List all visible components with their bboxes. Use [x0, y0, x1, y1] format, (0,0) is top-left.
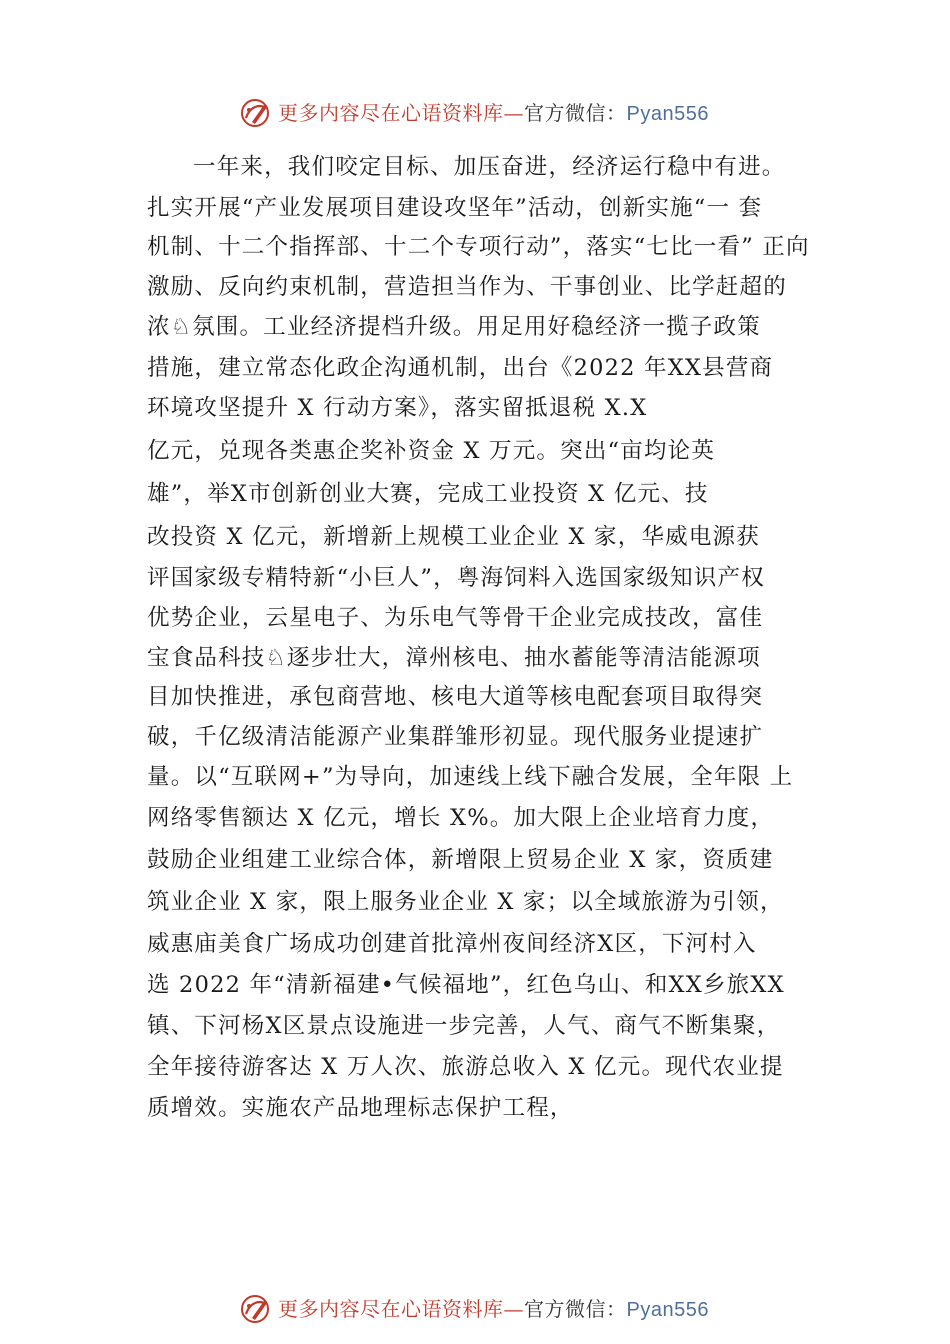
watermark-brand: 更多内容尽在心语资料库 [278, 101, 504, 125]
text-line-3: 机制、十二个指挥部、十二个专项行动”，落实“七比一看” 正向 [147, 234, 810, 260]
text-line-10: 改投资 X 亿元，新增新上规模工业企业 X 家，华威电源获 [147, 524, 760, 550]
text-line-18: 鼓励企业组建工业综合体，新增限上贸易企业 X 家，资质建 [147, 847, 774, 873]
watermark-official-label: 官方微信： [524, 101, 627, 125]
watermark-account: Pyan556 [626, 1299, 709, 1321]
pen-swirl-logo-icon [238, 1292, 272, 1326]
text-line-15: 破，千亿级清洁能源产业集群雏形初显。现代服务业提速扩 [147, 724, 764, 750]
text-line-1: 一年来，我们咬定目标、加压奋进，经济运行稳中有进。 [193, 154, 786, 180]
text-line-14: 目加快推进，承包商营地、核电大道等核电配套项目取得突 [147, 684, 764, 710]
text-line-5: 浓♘氛围。工业经济提档升级。用足用好稳经济一揽子政策 [147, 314, 761, 340]
text-line-2: 扎实开展“产业发展项目建设攻坚年”活动，创新实施“一 套 [147, 195, 763, 221]
text-line-11: 评国家级专精特新“小巨人”，粤海饲料入选国家级知识产权 [147, 565, 765, 591]
text-line-16: 量。以“互联网+”为导向，加速线上线下融合发展，全年限 上 [147, 764, 794, 790]
watermark-separator: — [503, 1297, 524, 1321]
text-line-9: 雄”，举X市创新创业大赛，完成工业投资 X 亿元、技 [147, 481, 709, 507]
text-line-4: 激励、反向约束机制，营造担当作为、干事创业、比学赶超的 [147, 274, 787, 300]
text-line-12: 优势企业，云星电子、为乐电气等骨干企业完成技改，富佳 [147, 605, 764, 631]
text-line-8: 亿元，兑现各类惠企奖补资金 X 万元。突出“亩均论英 [147, 438, 716, 464]
watermark-brand: 更多内容尽在心语资料库 [278, 1297, 504, 1321]
text-line-21: 选 2022 年“清新福建•气候福地”，红色乌山、和XX乡旅XX [147, 972, 785, 998]
text-line-7: 环境攻坚提升 X 行动方案》，落实留抵退税 X.X [147, 395, 648, 421]
watermark-separator: — [503, 101, 524, 125]
watermark-account: Pyan556 [626, 103, 709, 125]
text-line-13: 宝食品科技♘逐步壮大，漳州核电、抽水蓄能等清洁能源项 [147, 645, 761, 671]
text-line-23: 全年接待游客达 X 万人次、旅游总收入 X 亿元。现代农业提 [147, 1054, 784, 1080]
watermark-text [278, 1296, 709, 1323]
text-line-24: 质增效。实施农产品地理标志保护工程， [147, 1095, 574, 1121]
text-line-19: 筑业企业 X 家，限上服务业企业 X 家；以全域旅游为引领， [147, 889, 784, 915]
text-line-6: 措施，建立常态化政企沟通机制，出台《2022 年XX县营商 [147, 355, 774, 381]
watermark-official-label: 官方微信： [524, 1297, 627, 1321]
text-line-20: 威惠庙美食广场成功创建首批漳州夜间经济X区，下河村入 [147, 931, 757, 957]
text-line-22: 镇、下河杨X区景点设施进一步完善，人气、商气不断集聚， [147, 1013, 781, 1039]
watermark-banner-bottom [0, 1290, 950, 1330]
text-line-17: 网络零售额达 X 亿元，增长 X%。加大限上企业培育力度， [147, 805, 775, 831]
